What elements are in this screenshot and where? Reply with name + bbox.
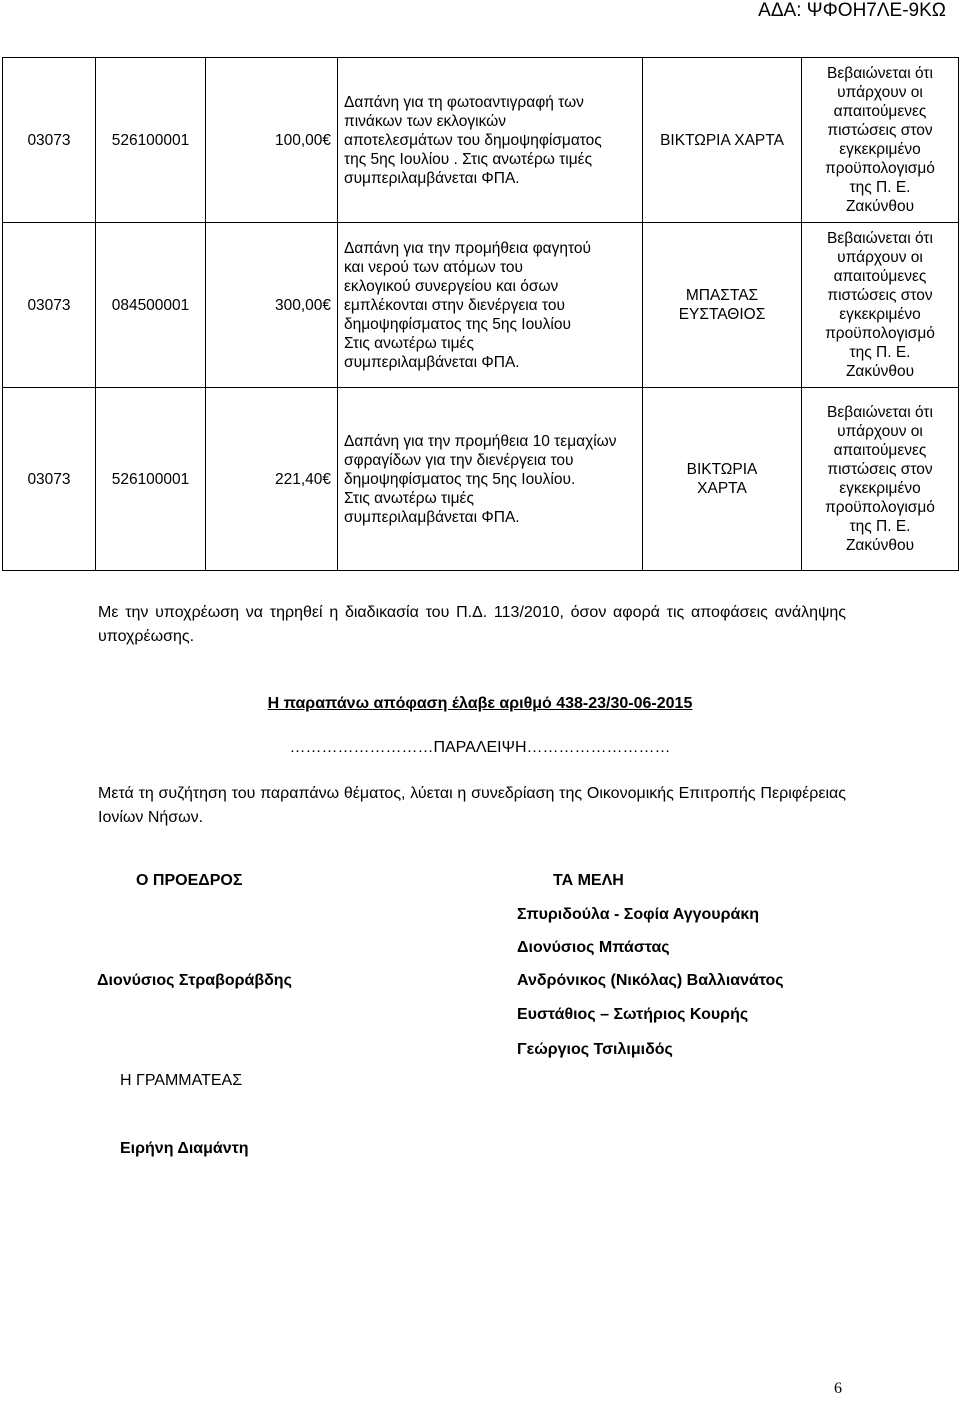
obligation-paragraph: Με την υποχρέωση να τηρηθεί η διαδικασία του Π.Δ. 113/2010, όσον αφορά τις αποφάσεις ανάληψης υποχρέωσης.: [98, 604, 846, 645]
cell-text-line: πιστώσεις στον: [827, 122, 933, 139]
budget-code-cell: 03073: [3, 58, 96, 223]
cell-text-line: Βεβαιώνεται ότι: [827, 230, 933, 247]
cell-text-line: προϋπολογισμό: [825, 499, 935, 516]
cell-text-line: συμπεριλαμβάνεται ΦΠΑ.: [344, 508, 520, 526]
cell-text-line: εγκεκριμένο: [839, 480, 921, 497]
table-row: [3, 223, 959, 388]
member-name: Ανδρόνικος (Νικόλας) Βαλλιανάτος: [517, 972, 784, 989]
description-cell: [338, 388, 643, 571]
cell-text-line: υπάρχουν οι: [837, 249, 923, 266]
cell-text-line: απαιτούμενες: [833, 103, 927, 120]
cell-text-line: ΜΠΑΣΤΑΣ: [685, 287, 759, 304]
president-title: Ο ΠΡΟΕΔΡΟΣ: [136, 872, 243, 889]
cell-text-line: Δαπάνη για την προμήθεια φαγητού: [344, 239, 591, 257]
amount-value: 300,00: [274, 296, 323, 314]
budget-code-cell: 03073: [3, 223, 96, 388]
cell-text-line: Βεβαιώνεται ότι: [827, 404, 933, 421]
cell-text-line: και νερού των ατόμων του: [344, 258, 524, 276]
amount-value: 221,40: [274, 470, 323, 488]
cell-text-line: προϋπολογισμό: [825, 325, 935, 342]
cell-text-line: απαιτούμενες: [833, 442, 927, 459]
member-name: Σπυριδούλα - Σοφία Αγγουράκη: [517, 906, 760, 923]
amount-value: 100,00: [274, 131, 323, 149]
closing-paragraph: Μετά τη συζήτηση του παραπάνω θέματος, λύεται η συνεδρίαση της Οικονομικής Επιτροπής Περιφέρειας Ιονίων Νήσων.: [98, 785, 846, 826]
cell-text-line: Ζακύνθου: [845, 537, 915, 554]
cell-text-line: Στις ανωτέρω τιμές: [344, 334, 474, 352]
cell-text-line: ΒΙΚΤΩΡΙΑ ΧΑΡΤΑ: [660, 131, 784, 149]
cell-text-line: αποτελεσμάτων του δημοψηφίσματος: [344, 131, 602, 149]
cell-text-line: εμπλέκονται στην διενέργεια του: [344, 296, 565, 314]
kae-cell: 526100001: [96, 388, 206, 571]
certification-cell: [802, 388, 959, 571]
president-name: Διονύσιος Στραβοράβδης: [97, 972, 292, 989]
currency-symbol: €: [322, 131, 331, 149]
decision-number-line: Η παραπάνω απόφαση έλαβε αριθμό 438-23/30-06-2015: [267, 695, 693, 712]
cell-text-line: συμπεριλαμβάνεται ΦΠΑ.: [344, 353, 520, 371]
cell-text-line: ΒΙΚΤΩΡΙΑ: [686, 461, 758, 478]
members-title: ΤΑ ΜΕΛΗ: [553, 872, 624, 889]
cell-text-line: πινάκων των εκλογικών: [344, 112, 507, 130]
description-cell: [338, 58, 643, 223]
cell-text-line: εκλογικού συνεργείου και όσων: [344, 277, 559, 295]
cell-text-line: Στις ανωτέρω τιμές: [344, 489, 474, 507]
cell-text-line: υπάρχουν οι: [837, 84, 923, 101]
member-name: Διονύσιος Μπάστας: [517, 939, 670, 956]
cell-text-line: ΧΑΡΤΑ: [697, 480, 747, 497]
vendor-cell: [643, 223, 802, 388]
vendor-cell: [643, 388, 802, 571]
cell-text-line: ΕΥΣΤΑΘΙΟΣ: [678, 306, 766, 323]
description-cell: [338, 223, 643, 388]
member-name: Ευστάθιος – Σωτήριος Κουρής: [517, 1006, 749, 1023]
cell-text-line: πιστώσεις στον: [827, 287, 933, 304]
table-row: [3, 388, 959, 571]
cell-text-line: εγκεκριμένο: [839, 306, 921, 323]
cell-text-line: πιστώσεις στον: [827, 461, 933, 478]
cell-text-line: συμπεριλαμβάνεται ΦΠΑ.: [344, 169, 520, 187]
cell-text-line: Ζακύνθου: [845, 198, 915, 215]
currency-symbol: €: [322, 296, 331, 314]
cell-text-line: υπάρχουν οι: [837, 423, 923, 440]
ada-code: ΑΔΑ: ΨΦΟΗ7ΛΕ-9ΚΩ: [758, 0, 946, 21]
member-name: Γεώργιος Τσιλιμιδός: [517, 1041, 673, 1058]
kae-cell: 084500001: [96, 223, 206, 388]
cell-text-line: δημοψηφίσματος της 5ης Ιουλίου: [344, 315, 571, 333]
cell-text-line: της Π. Ε.: [849, 518, 911, 535]
cell-text-line: εγκεκριμένο: [839, 141, 921, 158]
cell-text-line: της Π. Ε.: [849, 179, 911, 196]
cell-text-line: Δαπάνη για τη φωτοαντιγραφή των: [344, 93, 584, 111]
cell-text-line: Βεβαιώνεται ότι: [827, 65, 933, 82]
cell-text-line: της Π. Ε.: [849, 344, 911, 361]
page-number: 6: [834, 1380, 842, 1397]
table-row: [3, 58, 959, 223]
cell-text-line: της 5ης Ιουλίου . Στις ανωτέρω τιμές: [344, 150, 593, 168]
currency-symbol: €: [322, 470, 331, 488]
expenses-table: [2, 57, 959, 571]
certification-cell: [802, 58, 959, 223]
cell-text-line: Ζακύνθου: [845, 363, 915, 380]
secretary-title: Η ΓΡΑΜΜΑΤΕΑΣ: [120, 1072, 243, 1089]
cell-text-line: Δαπάνη για την προμήθεια 10 τεμαχίων: [344, 432, 617, 450]
certification-cell: [802, 223, 959, 388]
amount-cell: [206, 223, 338, 388]
secretary-name: Ειρήνη Διαμάντη: [120, 1140, 249, 1157]
amount-cell: [206, 58, 338, 223]
omission-line: ………………………ΠΑΡΑΛΕΙΨΗ………………………: [289, 739, 671, 756]
budget-code-cell: 03073: [3, 388, 96, 571]
vendor-cell: [643, 58, 802, 223]
amount-cell: [206, 388, 338, 571]
cell-text-line: απαιτούμενες: [833, 268, 927, 285]
cell-text-line: προϋπολογισμό: [825, 160, 935, 177]
cell-text-line: σφραγίδων για την διενέργεια του: [344, 451, 574, 469]
kae-cell: 526100001: [96, 58, 206, 223]
cell-text-line: δημοψηφίσματος της 5ης Ιουλίου.: [344, 470, 576, 488]
